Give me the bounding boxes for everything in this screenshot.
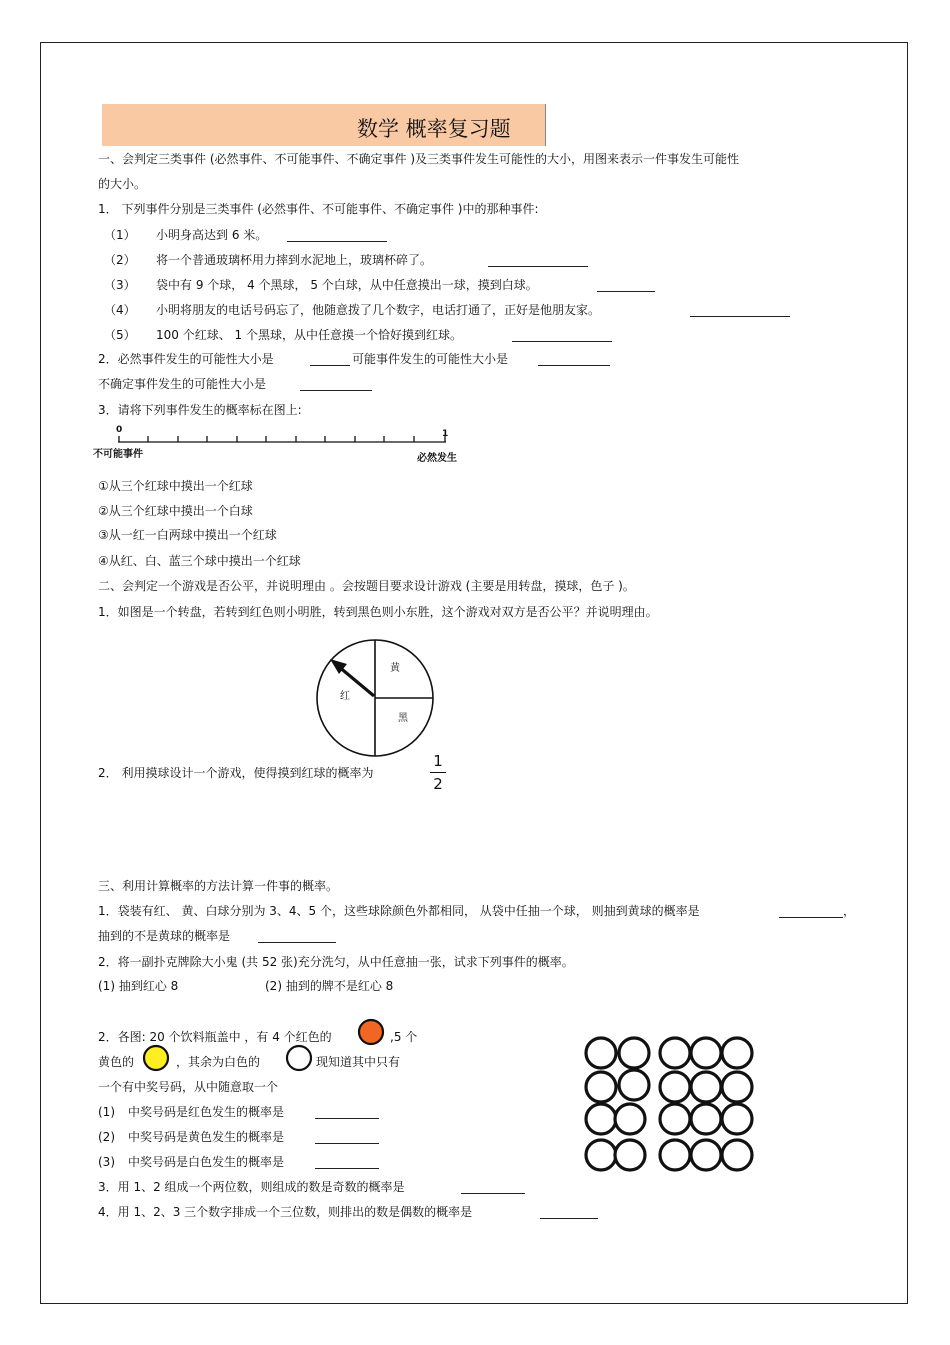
q2-part-b: 可能事件发生的可能性大小是: [352, 352, 509, 366]
page-title: 数学 概率复习题: [357, 117, 511, 141]
caps-q-line1a: 2．各图: 20 个饮料瓶盖中 ，有 4 个红色的: [98, 1030, 332, 1044]
bottle-cap: [660, 1038, 690, 1068]
fraction-denominator: 2: [433, 775, 443, 793]
q1-item-2-num: （2）: [104, 253, 136, 267]
q1-item-3-text: 袋中有 9 个球， 4 个黑球， 5 个白球，从中任意摸出一球，摸到白球。: [156, 278, 538, 292]
q1-item-1-text: 小明身高达到 6 米。: [156, 228, 268, 242]
section3-q1-comma: ，: [843, 904, 856, 918]
q1-item-4-num: （4）: [104, 303, 136, 317]
spinner-black-label: 黑: [398, 713, 408, 724]
bottle-cap: [619, 1038, 649, 1068]
scale-start-label: 0: [116, 425, 123, 435]
scale-left-label: 不可能事件: [93, 449, 143, 460]
bottle-cap: [615, 1140, 645, 1170]
section3-q2: 2．将一副扑克牌除大小鬼 (共 52 张)充分洗匀，从中任意抽一张，试求下列事件的概率。: [98, 955, 574, 969]
caps-item-1-text: 中奖号码是红色发生的概率是: [128, 1105, 285, 1119]
section1-intro-line2: 的大小。: [98, 177, 147, 191]
section3-q2-part-1: (1) 抽到红心 8: [98, 979, 179, 993]
q3-stem: 3．请将下列事件发生的概率标在图上:: [98, 403, 302, 417]
bottle-cap: [691, 1140, 721, 1170]
bottle-cap: [660, 1140, 690, 1170]
q1-item-2-text: 将一个普通玻璃杯用力摔到水泥地上，玻璃杯碎了。: [156, 253, 433, 267]
q1-stem: 1． 下列事件分别是三类事件 (必然事件、不可能事件、不确定事件 )中的那种事件:: [98, 202, 539, 216]
spinner-yellow-label: 黄: [390, 663, 400, 674]
bottle-cap: [722, 1104, 752, 1134]
q1-item-1-num: （1）: [104, 228, 136, 242]
bottle-cap: [691, 1104, 721, 1134]
bottle-cap: [722, 1072, 752, 1102]
caps-item-2-text: 中奖号码是黄色发生的概率是: [128, 1130, 285, 1144]
caps-q-line3: 一个有中奖号码，从中随意取一个: [98, 1080, 279, 1094]
section3-q1-line2: 抽到的不是黄球的概率是: [98, 929, 231, 943]
bottle-cap: [586, 1072, 616, 1102]
section3-intro: 三、利用计算概率的方法计算一件事的概率。: [98, 879, 339, 893]
section3-q1-line1: 1．袋装有红、 黄、白球分别为 3、4、5 个，这些球除颜色外都相同， 从袋中任抽一个球， 则抽到黄球的概率是: [98, 904, 700, 918]
section3-q2-part-2: (2) 抽到的牌不是红心 8: [265, 979, 394, 993]
bottle-cap: [691, 1072, 721, 1102]
section2-intro: 二、会判定一个游戏是否公平，并说明理由 。会按题目要求设计游戏 (主要是用转盘，摸球，色子 )。: [98, 579, 635, 593]
q3-event-3: ③从一红一白两球中摸出一个红球: [98, 528, 277, 542]
spinner-red-label: 红: [340, 691, 350, 702]
caps-item-2-num: (2): [98, 1130, 115, 1144]
caps-item-3-text: 中奖号码是白色发生的概率是: [128, 1155, 285, 1169]
bottle-cap: [586, 1140, 616, 1170]
caps-q-line1b: ,5 个: [390, 1030, 418, 1044]
bottle-cap: [615, 1104, 645, 1134]
bottle-cap: [586, 1104, 616, 1134]
caps-item-3-num: (3): [98, 1155, 115, 1169]
q2-line2: 不确定事件发生的可能性大小是: [98, 377, 267, 391]
caps-item-1-num: (1): [98, 1105, 115, 1119]
scale-end-label: 1: [442, 429, 449, 439]
caps-q-line2c: 现知道其中只有: [316, 1055, 401, 1069]
q3-event-4: ④从红、白、蓝三个球中摸出一个红球: [98, 554, 301, 568]
q1-item-5-num: （5）: [104, 328, 136, 342]
q1-item-4-text: 小明将朋友的电话号码忘了，他随意拨了几个数字，电话打通了，正好是他朋友家。: [156, 303, 601, 317]
section2-q1: 1．如图是一个转盘，若转到红色则小明胜，转到黑色则小东胜，这个游戏对双方是否公平？并说明理由。: [98, 605, 658, 619]
section3-q3: 3．用 1、2 组成一个两位数，则组成的数是奇数的概率是: [98, 1180, 405, 1194]
bottle-cap: [722, 1038, 752, 1068]
bottle-cap: [691, 1038, 721, 1068]
bottle-cap: [660, 1104, 690, 1134]
fraction-numerator: 1: [433, 752, 443, 770]
bottle-cap: [586, 1038, 616, 1068]
q3-event-1: ①从三个红球中摸出一个红球: [98, 479, 253, 493]
q2-part-a: 2．必然事件发生的可能性大小是: [98, 352, 274, 366]
section3-q4: 4．用 1、2、3 三个数字排成一个三位数，则排出的数是偶数的概率是: [98, 1205, 473, 1219]
caps-q-line2b: ，其余为白色的: [176, 1055, 261, 1069]
scale-right-label: 必然发生: [417, 453, 457, 464]
bottle-cap: [722, 1140, 752, 1170]
section1-intro-line1: 一、会判定三类事件 (必然事件、不可能事件、不确定事件 )及三类事件发生可能性的大小，用图来表示一件事发生可能性: [98, 152, 739, 166]
section2-q2: 2． 利用摸球设计一个游戏，使得摸到红球的概率为: [98, 766, 374, 780]
bottle-cap: [619, 1070, 649, 1100]
caps-q-line2a: 黄色的: [98, 1055, 135, 1069]
q1-item-3-num: （3）: [104, 278, 136, 292]
q3-event-2: ②从三个红球中摸出一个白球: [98, 504, 253, 518]
q1-item-5-text: 100 个红球、 1 个黑球，从中任意摸一个恰好摸到红球。: [156, 328, 462, 342]
bottle-cap: [660, 1072, 690, 1102]
